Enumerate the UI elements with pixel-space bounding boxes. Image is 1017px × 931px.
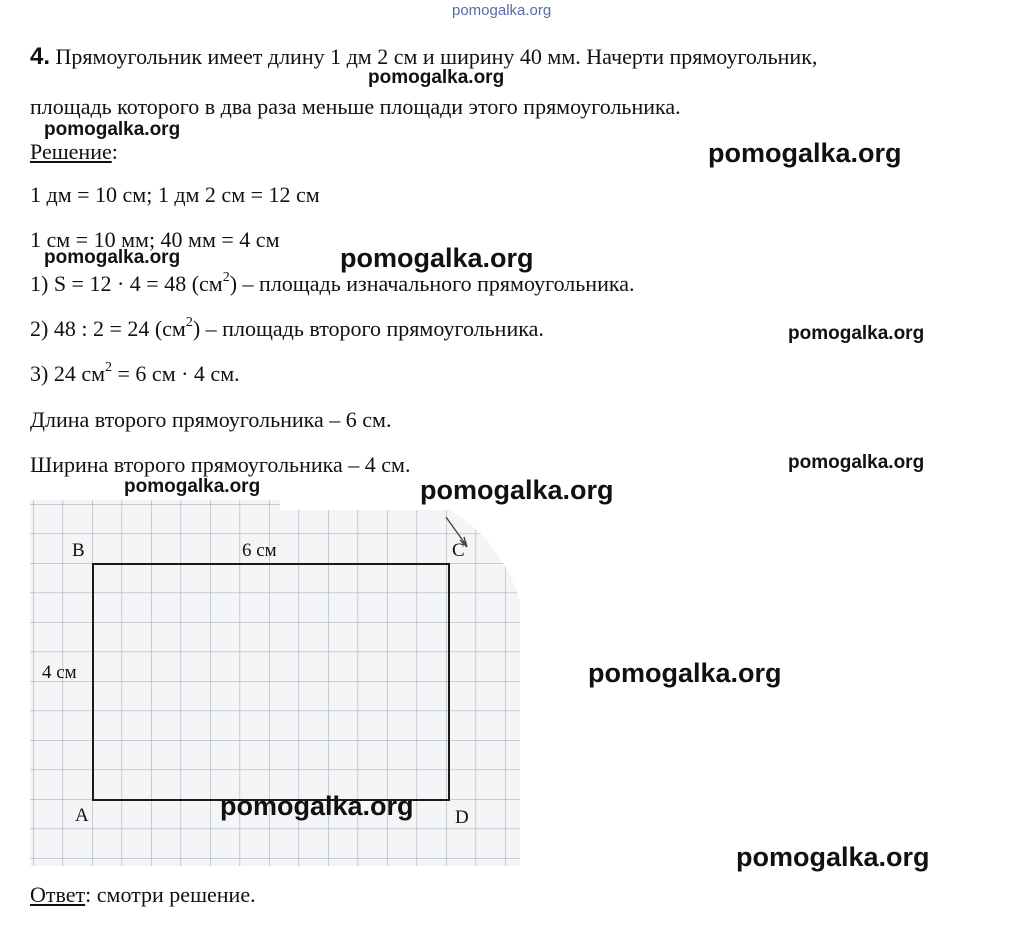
watermark: pomogalka.org	[788, 452, 925, 473]
watermark: pomogalka.org	[124, 476, 261, 497]
conversion-line-1: 1 дм = 10 см; 1 дм 2 см = 12 см	[30, 182, 320, 207]
vertex-d: D	[455, 807, 469, 828]
step-1-pre: 1) S = 12 · 4 = 48 (см	[30, 271, 223, 296]
watermark: pomogalka.org	[340, 243, 534, 273]
step-1	[30, 271, 634, 297]
watermark-top: pomogalka.org	[452, 2, 552, 19]
solution-heading-label: Решение	[30, 139, 112, 164]
watermark: pomogalka.org	[420, 475, 614, 505]
step-3	[30, 361, 240, 387]
vertex-a: A	[75, 805, 89, 826]
watermark: pomogalka.org	[44, 119, 181, 140]
step-3-post: = 6 см · 4 см.	[112, 361, 240, 386]
vertex-c: C	[452, 540, 465, 561]
answer-text: : смотри решение.	[85, 882, 256, 907]
step-2-sup: 2	[185, 314, 193, 330]
step-2	[30, 316, 544, 342]
watermark: pomogalka.org	[44, 247, 181, 268]
problem-number: 4.	[30, 43, 51, 70]
width-line: Ширина второго прямоугольника – 4 см.	[30, 452, 411, 477]
watermark: pomogalka.org	[788, 323, 925, 344]
side-width-label: 4 см	[42, 662, 77, 683]
problem-text-1: Прямоугольник имеет длину 1 дм 2 см и ширину 40 мм. Начерти прямоугольник,	[55, 44, 818, 69]
watermark: pomogalka.org	[588, 658, 782, 688]
step-2-pre: 2) 48 : 2 = 24 (см	[30, 316, 186, 341]
watermark: pomogalka.org	[368, 67, 505, 88]
watermark: pomogalka.org	[220, 791, 414, 821]
answer-label: Ответ	[30, 882, 86, 907]
solution-heading	[30, 139, 118, 165]
step-1-sup: 2	[222, 269, 230, 285]
watermark: pomogalka.org	[736, 842, 930, 872]
answer-line	[30, 882, 256, 908]
side-length-label: 6 см	[242, 540, 277, 561]
step-3-sup: 2	[105, 359, 113, 375]
problem-line-1	[30, 44, 817, 70]
step-2-post: ) – площадь второго прямоугольника.	[192, 316, 544, 341]
step-1-post: ) – площадь изначального прямоугольника.	[229, 271, 635, 296]
conversion-line-2: 1 см = 10 мм; 40 мм = 4 см	[30, 227, 280, 252]
vertex-b: B	[72, 540, 85, 561]
step-3-pre: 3) 24 см	[30, 361, 106, 386]
length-line: Длина второго прямоугольника – 6 см.	[30, 407, 392, 432]
watermark: pomogalka.org	[708, 138, 902, 168]
solution-heading-colon: :	[111, 139, 118, 164]
problem-line-2: площадь которого в два раза меньше площади этого прямоугольника.	[30, 94, 681, 119]
